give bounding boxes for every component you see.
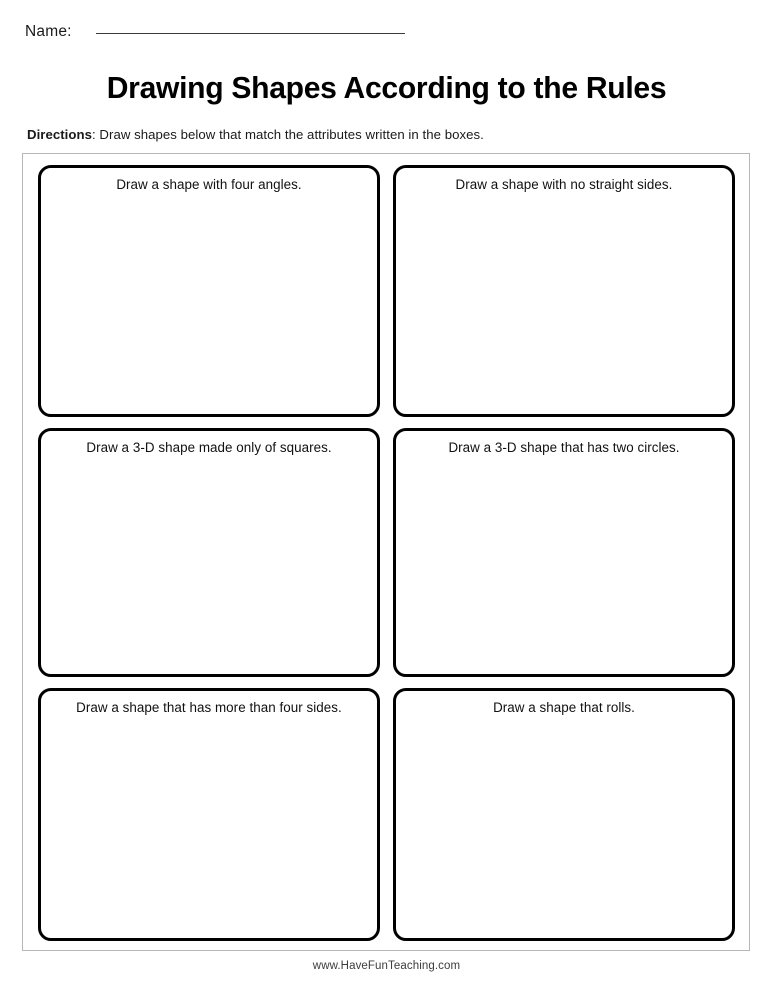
footer-url: www.HaveFunTeaching.com (312, 960, 461, 972)
directions-label: Directions (27, 127, 92, 143)
drawing-box-4-prompt: Draw a 3-D shape that has two circles. (448, 440, 680, 455)
drawing-box-3-prompt: Draw a 3-D shape made only of squares. (86, 440, 332, 455)
page-title: Drawing Shapes According to the Rules (106, 69, 667, 105)
directions-separator: : (92, 127, 96, 143)
drawing-box-6[interactable] (393, 688, 735, 941)
drawing-box-3[interactable] (38, 428, 380, 677)
drawing-box-5-prompt: Draw a shape that has more than four sides. (76, 700, 342, 715)
directions-line (27, 127, 484, 142)
drawing-box-5[interactable] (38, 688, 380, 941)
drawing-box-2[interactable] (393, 165, 735, 417)
drawing-box-1[interactable] (38, 165, 380, 417)
name-row (25, 23, 405, 41)
name-label: Name: (25, 23, 72, 40)
drawing-box-6-prompt: Draw a shape that rolls. (493, 700, 635, 715)
directions-text: Draw shapes below that match the attributes written in the boxes. (95, 127, 484, 143)
drawing-box-2-prompt: Draw a shape with no straight sides. (455, 177, 673, 192)
drawing-box-1-prompt: Draw a shape with four angles. (116, 177, 302, 192)
drawing-box-4[interactable] (393, 428, 735, 677)
drawing-box-grid (38, 165, 735, 944)
name-write-in-line[interactable] (96, 32, 405, 34)
